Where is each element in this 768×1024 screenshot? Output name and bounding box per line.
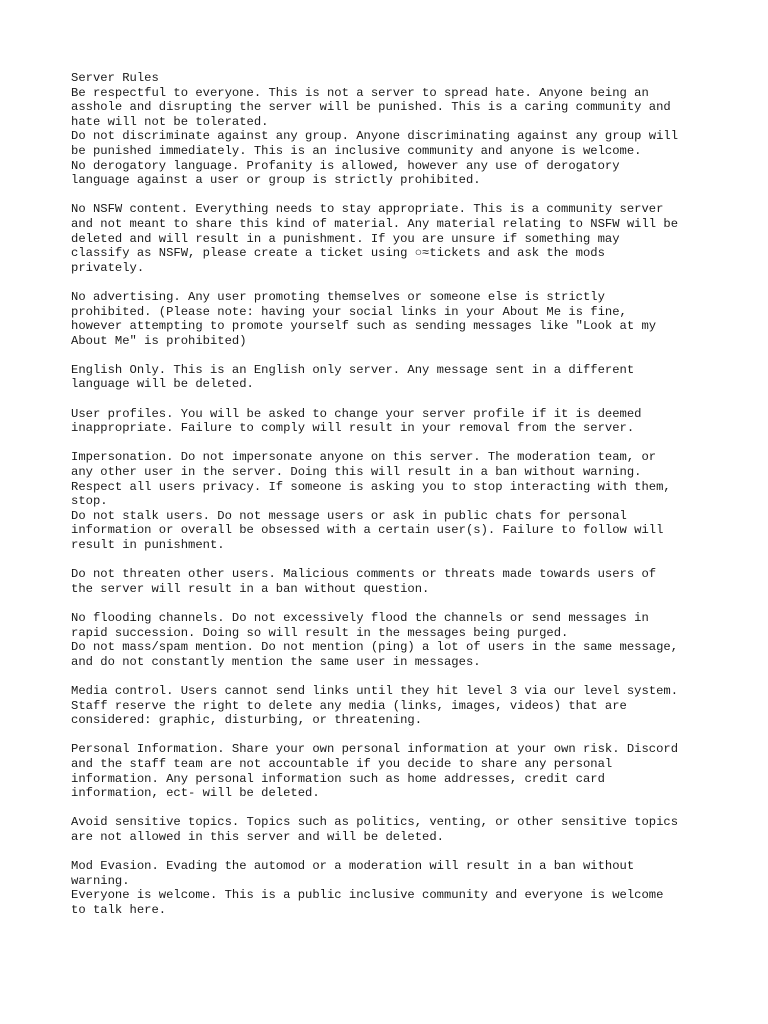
- text-line: are not allowed in this server and will be deleted.: [71, 829, 444, 844]
- text-line: and not meant to share this kind of material. Any material relating to NSFW will be: [71, 216, 679, 231]
- blank-line: [71, 669, 711, 684]
- text-line: Be respectful to everyone. This is not a server to spread hate. Anyone being an: [71, 85, 649, 100]
- text-line: Impersonation. Do not impersonate anyone on this server. The moderation team, or: [71, 450, 657, 465]
- document-title: Server Rules: [71, 71, 159, 85]
- text-line: hate will not be tolerated.: [71, 114, 269, 129]
- text-line: No derogatory language. Profanity is allowed, however any use of derogatory: [71, 158, 620, 173]
- blank-line: [71, 275, 711, 290]
- blank-line: [71, 188, 711, 203]
- blank-line: [71, 436, 711, 451]
- blank-line: [71, 801, 711, 816]
- text-line: the server will result in a ban without question.: [71, 581, 430, 596]
- text-line: any other user in the server. Doing this will result in a ban without warning.: [71, 465, 642, 480]
- text-line: Media control. Users cannot send links until they hit level 3 via our level system.: [71, 683, 679, 698]
- text-line: information, ect- will be deleted.: [71, 786, 320, 801]
- text-line: stop.: [71, 494, 108, 509]
- text-line: however attempting to promote yourself such as sending messages like "Look at my: [71, 319, 657, 334]
- text-line: prohibited. (Please note: having your social links in your About Me is fine,: [71, 304, 627, 319]
- text-line: asshole and disrupting the server will be punished. This is a caring community and: [71, 100, 671, 115]
- text-line: Personal Information. Share your own personal information at your own risk. Discord: [71, 742, 679, 757]
- text-line: information. Any personal information such as home addresses, credit card: [71, 771, 605, 786]
- text-line: English Only. This is an English only server. Any message sent in a different: [71, 362, 635, 377]
- text-line: classify as NSFW, please create a ticket using ○≈tickets and ask the mods: [71, 246, 605, 261]
- text-line: Respect all users privacy. If someone is asking you to stop interacting with them,: [71, 479, 671, 494]
- text-line: deleted and will result in a punishment. If you are unsure if something may: [71, 231, 620, 246]
- text-line: Do not stalk users. Do not message users or ask in public chats for personal: [71, 508, 627, 523]
- text-line: language will be deleted.: [71, 377, 254, 392]
- text-line: User profiles. You will be asked to change your server profile if it is deemed: [71, 406, 642, 421]
- text-line: and the staff team are not accountable if you decide to share any personal: [71, 756, 613, 771]
- text-line: language against a user or group is strictly prohibited.: [71, 173, 481, 188]
- text-line: Staff reserve the right to delete any media (links, images, videos) that are: [71, 698, 627, 713]
- text-line: About Me" is prohibited): [71, 333, 247, 348]
- text-line: result in punishment.: [71, 538, 225, 552]
- text-line: considered: graphic, disturbing, or threatening.: [71, 713, 423, 728]
- text-line: to talk here.: [71, 902, 167, 917]
- text-line: rapid succession. Doing so will result in the messages being purged.: [71, 625, 569, 640]
- text-line: Do not mass/spam mention. Do not mention (ping) a lot of users in the same message,: [71, 640, 679, 655]
- text-line: be punished immediately. This is an inclusive community and anyone is welcome.: [71, 143, 642, 158]
- text-line: No flooding channels. Do not excessively flood the channels or send messages in: [71, 610, 649, 625]
- text-line: Mod Evasion. Evading the automod or a moderation will result in a ban without: [71, 859, 635, 874]
- text-line: and do not constantly mention the same user in messages.: [71, 654, 481, 669]
- text-line: information or overall be obsessed with a certain user(s). Failure to follow will: [71, 523, 664, 538]
- blank-line: [71, 348, 711, 363]
- text-line: No NSFW content. Everything needs to stay appropriate. This is a community server: [71, 202, 664, 217]
- blank-line: [71, 392, 711, 407]
- blank-line: [71, 728, 711, 743]
- blank-line: [71, 553, 711, 568]
- text-line: warning.: [71, 873, 130, 888]
- text-line: No advertising. Any user promoting themselves or someone else is strictly: [71, 289, 605, 304]
- text-line: Do not discriminate against any group. Anyone discriminating against any group will: [71, 129, 679, 144]
- text-line: Do not threaten other users. Malicious comments or threats made towards users of: [71, 567, 657, 582]
- text-line: Avoid sensitive topics. Topics such as politics, venting, or other sensitive topics: [71, 815, 679, 830]
- text-line: inappropriate. Failure to comply will result in your removal from the server.: [71, 421, 635, 436]
- server-rules-document: [71, 71, 711, 917]
- text-line: Everyone is welcome. This is a public inclusive community and everyone is welcome: [71, 888, 664, 903]
- blank-line: [71, 844, 711, 859]
- blank-line: [71, 596, 711, 611]
- text-line: privately.: [71, 260, 145, 275]
